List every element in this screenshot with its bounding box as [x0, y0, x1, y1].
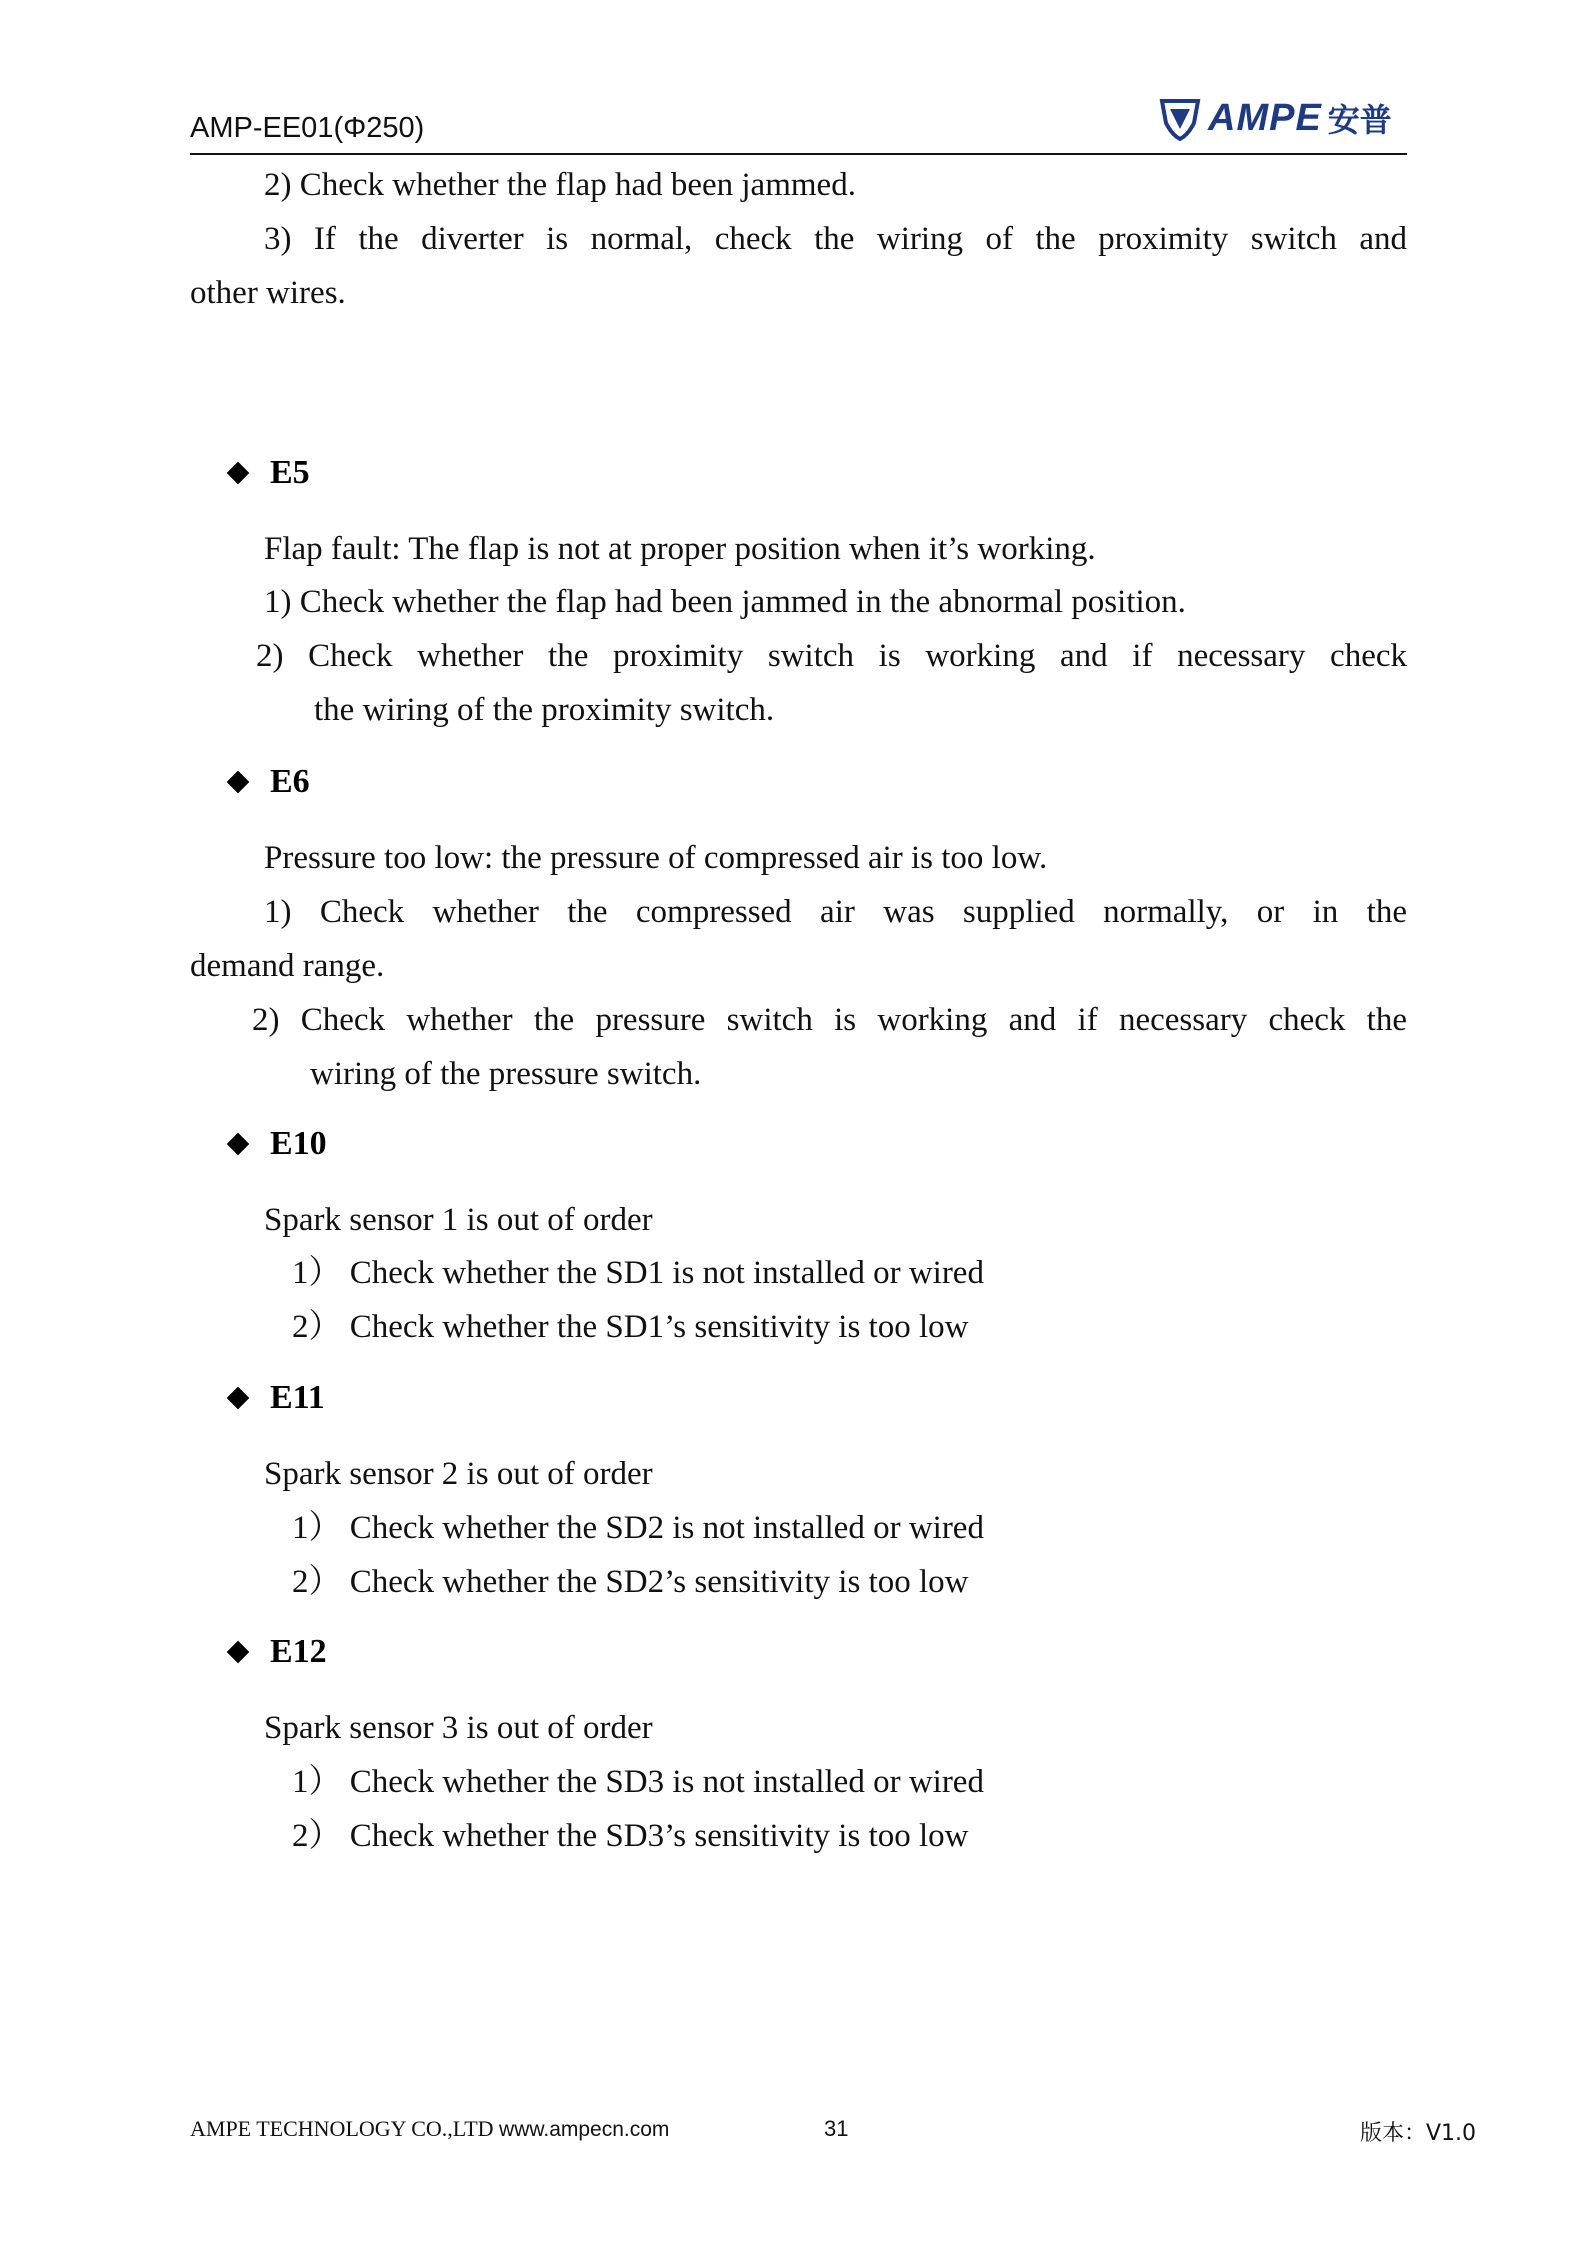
- diamond-bullet-icon: [227, 1133, 250, 1156]
- section-label: E10: [270, 1125, 327, 1162]
- footer-version: 版本：V1.0: [1360, 2121, 1477, 2146]
- footer-website: www.ampecn.com: [499, 2118, 670, 2141]
- e5-item-2-continued: the wiring of the proximity switch.: [314, 692, 775, 728]
- intro-line-1: 2) Check whether the flap had been jammed.: [264, 167, 856, 203]
- e10-description: Spark sensor 1 is out of order: [264, 1202, 653, 1238]
- diamond-bullet-icon: [227, 1387, 250, 1410]
- e11-item-1: 1） Check whether the SD2 is not installed or wired: [292, 1510, 984, 1546]
- intro-line-2: 3) If the diverter is normal, check the wiring of the proximity switch and: [264, 221, 1407, 257]
- header-doc-code: AMP-EE01(Φ250): [190, 112, 425, 144]
- section-heading-e10: [222, 1125, 327, 1163]
- section-heading-e5: [222, 454, 310, 492]
- e10-item-1: 1） Check whether the SD1 is not installed or wired: [292, 1255, 984, 1291]
- e5-item-2: 2) Check whether the proximity switch is working and if necessary check: [256, 638, 1407, 674]
- logo-wordmark: AMPE: [1208, 96, 1322, 139]
- header-divider: [190, 153, 1407, 155]
- e6-item-1: 1) Check whether the compressed air was supplied normally, or in the: [264, 894, 1407, 930]
- e11-description: Spark sensor 2 is out of order: [264, 1456, 653, 1492]
- e6-item-2-continued: wiring of the pressure switch.: [310, 1056, 702, 1092]
- footer-company: [190, 2116, 669, 2142]
- section-label: E6: [270, 763, 310, 800]
- diamond-bullet-icon: [227, 771, 250, 794]
- e5-item-1: 1) Check whether the flap had been jammed in the abnormal position.: [264, 584, 1186, 620]
- page-number: 31: [824, 2116, 849, 2141]
- section-label: E11: [270, 1379, 325, 1416]
- e5-description: Flap fault: The flap is not at proper position when it’s working.: [264, 531, 1096, 567]
- e12-description: Spark sensor 3 is out of order: [264, 1710, 653, 1746]
- e12-item-2: 2） Check whether the SD3’s sensitivity is too low: [292, 1818, 969, 1854]
- section-label: E12: [270, 1633, 327, 1670]
- section-label: E5: [270, 454, 310, 491]
- diamond-bullet-icon: [227, 462, 250, 485]
- e6-item-1-continued: demand range.: [190, 948, 385, 984]
- section-heading-e11: [222, 1379, 325, 1417]
- e12-item-1: 1） Check whether the SD3 is not installed or wired: [292, 1764, 984, 1800]
- e10-item-2: 2） Check whether the SD1’s sensitivity is too low: [292, 1309, 969, 1345]
- e6-description: Pressure too low: the pressure of compressed air is too low.: [264, 840, 1048, 876]
- footer-company-name: AMPE TECHNOLOGY CO.,LTD: [190, 2116, 494, 2141]
- logo-chinese: 安普: [1327, 101, 1392, 139]
- diamond-bullet-icon: [227, 1641, 250, 1664]
- company-logo: [1158, 92, 1392, 144]
- e11-item-2: 2） Check whether the SD2’s sensitivity is too low: [292, 1564, 969, 1600]
- section-heading-e12: [222, 1633, 327, 1671]
- e6-item-2: 2) Check whether the pressure switch is working and if necessary check the: [252, 1002, 1407, 1038]
- intro-line-3: other wires.: [190, 275, 346, 311]
- shield-logo-icon: [1158, 95, 1202, 141]
- section-heading-e6: [222, 763, 310, 801]
